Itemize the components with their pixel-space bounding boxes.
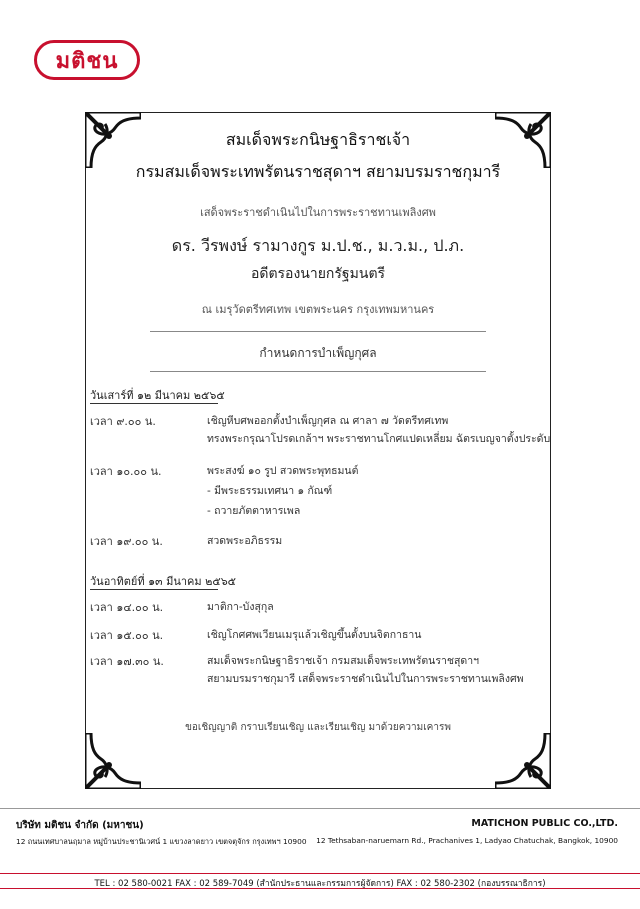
- event-time: เวลา ๑๐.๐๐ น.: [90, 465, 162, 478]
- event-text: สวดพระอภิธรรม: [207, 535, 283, 547]
- event-time: เวลา ๙.๐๐ น.: [90, 415, 156, 428]
- logo-text: มติชน: [55, 48, 119, 74]
- footer-divider-red: [0, 888, 640, 889]
- day-label: วันเสาร์ที่ ๑๒ มีนาคม ๒๕๖๕: [90, 389, 225, 402]
- matichon-logo: [34, 40, 140, 80]
- company-name-th: บริษัท มติชน จำกัด (มหาชน): [16, 820, 144, 831]
- venue: ณ เมรุวัดตรีทศเทพ เขตพระนคร กรุงเทพมหานคร: [201, 303, 435, 316]
- divider: [150, 371, 486, 372]
- deceased-name: ดร. วีรพงษ์ รามางกูร ม.ป.ช., ม.ว.ม., ป.ภ.: [171, 236, 465, 255]
- address-th: 12 ถนนเทศบาลนฤมาล หมู่บ้านประชานิเวศน์ 1 แขวงลาดยาว เขตจตุจักร กรุงเทพฯ 10900: [16, 837, 307, 846]
- deceased-position: อดีตรองนายกรัฐมนตรี: [250, 266, 386, 282]
- ornamental-corner-icon: [495, 733, 551, 789]
- day-underline: [90, 589, 218, 590]
- event-text: สมเด็จพระกนิษฐาธิราชเจ้า กรมสมเด็จพระเทพรัตนราชสุดาฯ: [207, 655, 480, 667]
- schedule-title: กำหนดการบำเพ็ญกุศล: [259, 346, 377, 360]
- event-text: สยามบรมราชกุมารี เสด็จพระราชดำเนินไปในการพระราชทานเพลิงศพ: [207, 673, 524, 685]
- event-text: พระสงฆ์ ๑๐ รูป สวดพระพุทธมนต์: [207, 465, 359, 477]
- event-time: เวลา ๑๙.๐๐ น.: [90, 535, 163, 548]
- contact-info: TEL : 02 580-0021 FAX : 02 589-7049 (สำนักประธานและกรรมการผู้จัดการ) FAX : 02 580-2302 (กองบรรณาธิการ): [94, 879, 546, 889]
- event-text: - ถวายภัตตาหารเพล: [207, 505, 301, 517]
- day-underline: [90, 403, 218, 404]
- header-line-2: กรมสมเด็จพระเทพรัตนราชสุดาฯ สยามบรมราชกุมารี: [135, 162, 501, 181]
- event-time: เวลา ๑๕.๐๐ น.: [90, 629, 164, 642]
- event-text: มาติกา-บังสุกุล: [207, 601, 274, 613]
- event-text: เชิญหีบศพออกตั้งบำเพ็ญกุศล ณ ศาลา ๗ วัดตรีทศเทพ: [207, 415, 449, 427]
- event-text: - มีพระธรรมเทศนา ๑ กัณฑ์: [207, 485, 333, 497]
- footer-divider-red: [0, 873, 640, 874]
- company-name-en: MATICHON PUBLIC CO.,LTD.: [471, 818, 618, 829]
- event-time: เวลา ๑๗.๓๐ น.: [90, 655, 164, 668]
- footer-divider: [0, 808, 640, 809]
- event-time: เวลา ๑๔.๐๐ น.: [90, 601, 164, 614]
- day-label: วันอาทิตย์ที่ ๑๓ มีนาคม ๒๕๖๕: [90, 575, 237, 588]
- header-line-3: เสด็จพระราชดำเนินไปในการพระราชทานเพลิงศพ: [200, 206, 436, 219]
- header-line-1: สมเด็จพระกนิษฐาธิราชเจ้า: [225, 130, 411, 149]
- event-text: เชิญโกศศพเวียนเมรุแล้วเชิญขึ้นตั้งบนจิตกาธาน: [207, 629, 422, 641]
- divider: [150, 331, 486, 332]
- ornamental-corner-icon: [85, 733, 141, 789]
- closing-text: ขอเชิญญาติ กราบเรียนเชิญ และเรียนเชิญ มาด้วยความเคารพ: [185, 722, 451, 733]
- address-en: 12 Tethsaban-naruemarn Rd., Prachanives 1, Ladyao Chatuchak, Bangkok, 10900: [316, 836, 618, 845]
- event-text: ทรงพระกรุณาโปรดเกล้าฯ พระราชทานโกศแปดเหลี่ยม ฉัตรเบญจาตั้งประดับ: [207, 433, 551, 445]
